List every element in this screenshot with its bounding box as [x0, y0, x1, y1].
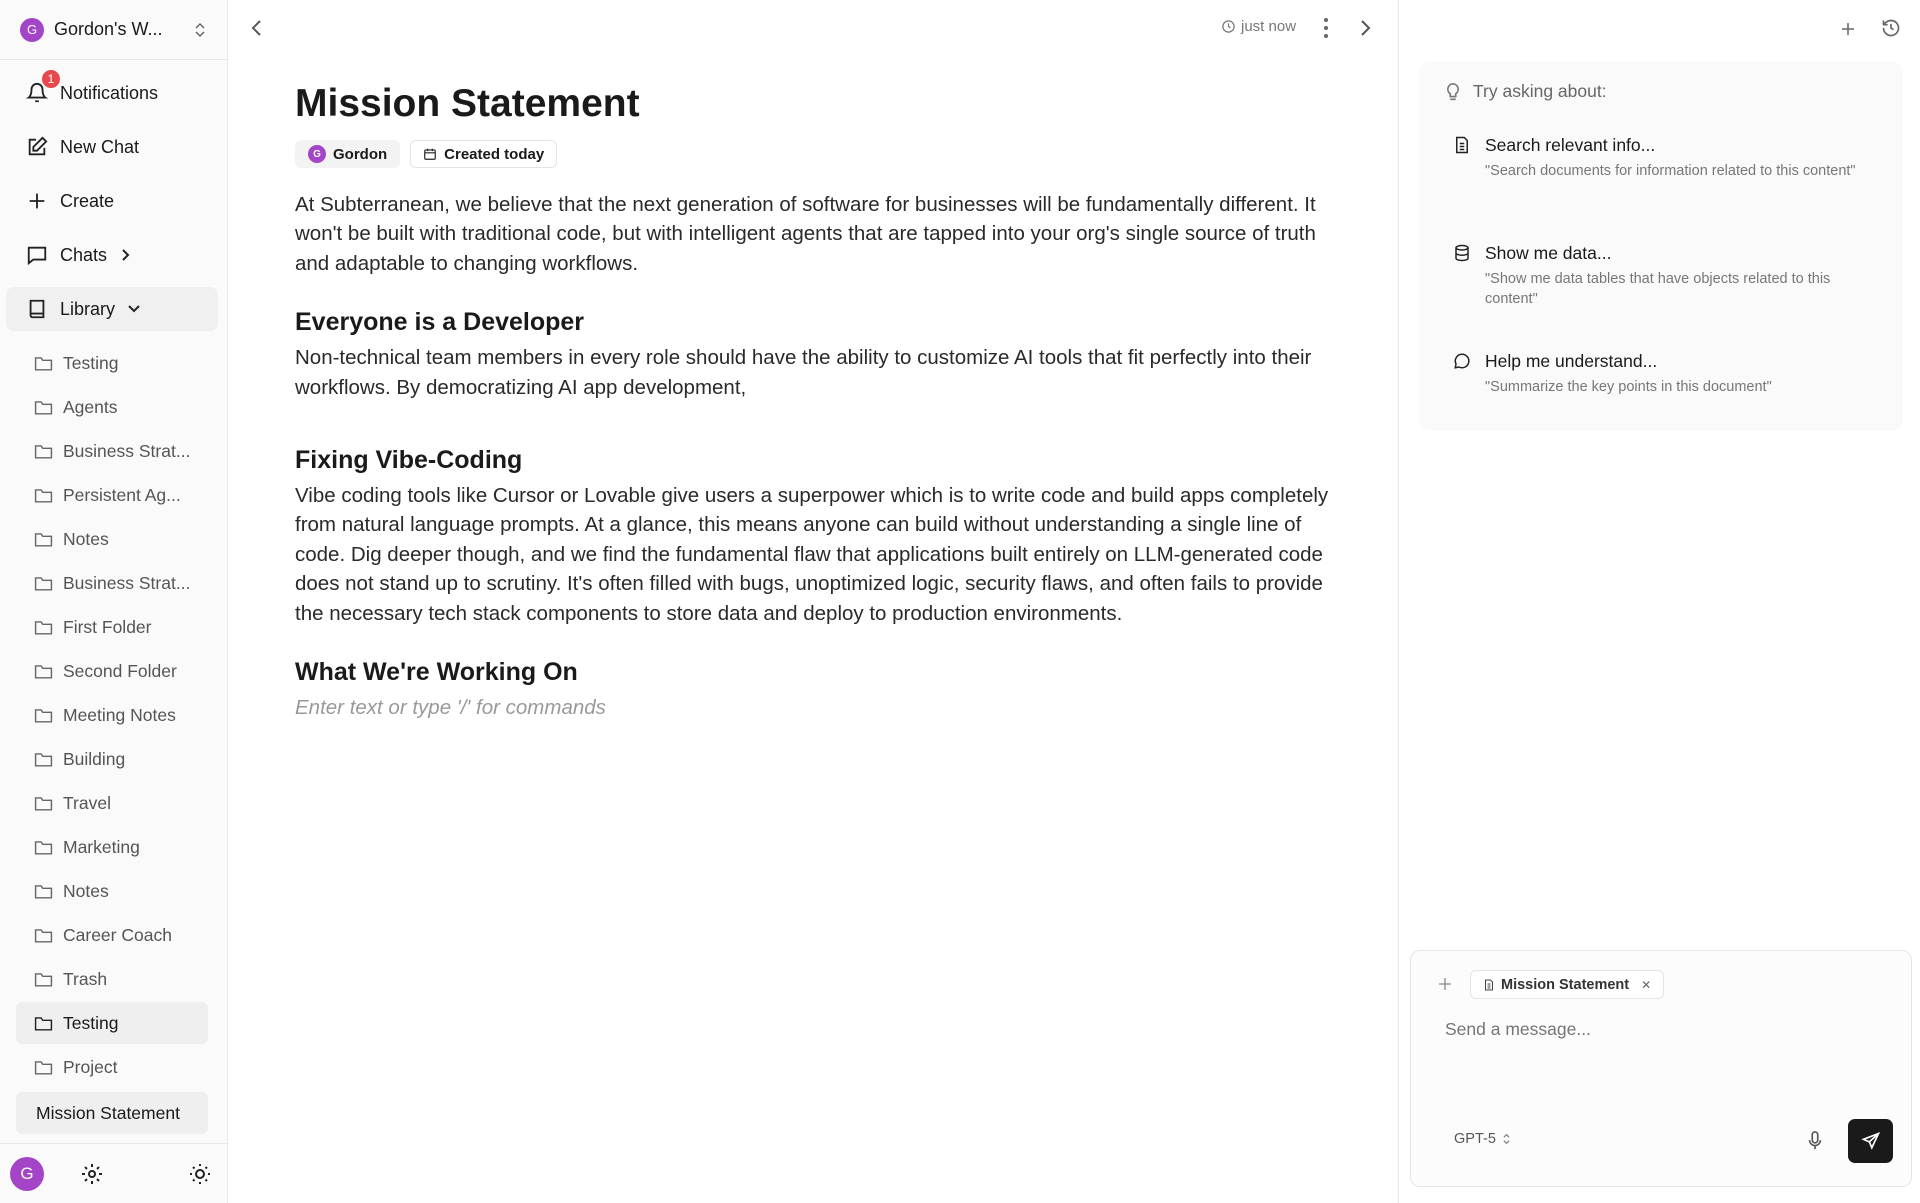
folder-icon	[34, 663, 53, 680]
editor-placeholder[interactable]: Enter text or type '/' for commands	[295, 696, 606, 720]
sidebar-item-create[interactable]	[6, 179, 218, 223]
library-folder[interactable]	[16, 430, 208, 472]
suggestion-prompt: "Summarize the key points in this document"	[1485, 379, 1772, 395]
sidebar-item-library[interactable]	[6, 287, 218, 331]
chat-composer	[1410, 950, 1912, 1187]
add-context-icon[interactable]	[1437, 976, 1453, 992]
folder-label: Business Strat...	[63, 572, 191, 593]
lightbulb-icon	[1445, 82, 1461, 102]
folder-label: Testing	[63, 352, 119, 373]
library-folder[interactable]	[16, 474, 208, 516]
library-folder[interactable]	[16, 386, 208, 428]
library-folder[interactable]	[16, 342, 208, 384]
library-folder[interactable]	[16, 914, 208, 956]
suggestion-title: Search relevant info...	[1485, 135, 1656, 155]
microphone-icon[interactable]	[1807, 1131, 1823, 1151]
library-doc-mission-statement[interactable]	[16, 1092, 208, 1134]
folder-icon	[34, 619, 53, 636]
save-status	[1221, 18, 1296, 35]
library-folder[interactable]	[16, 518, 208, 560]
sidebar-item-new-chat[interactable]	[6, 125, 218, 169]
suggestion-prompt: "Search documents for information related to this content"	[1485, 163, 1856, 179]
suggestion-data[interactable]	[1453, 243, 1885, 309]
history-icon[interactable]	[1881, 18, 1901, 38]
folder-label: Marketing	[63, 836, 140, 857]
library-folder[interactable]	[16, 738, 208, 780]
gear-icon[interactable]	[80, 1162, 104, 1186]
calendar-icon	[423, 147, 437, 161]
sun-icon[interactable]	[188, 1162, 212, 1186]
database-icon	[1453, 243, 1471, 263]
notification-badge: 1	[42, 70, 60, 88]
folder-icon	[34, 575, 53, 592]
chat-bubble-icon	[26, 244, 48, 266]
created-badge	[410, 140, 557, 168]
model-selector[interactable]	[1454, 1131, 1511, 1147]
edit-icon	[26, 136, 48, 158]
suggestions-panel	[1419, 61, 1903, 431]
library-folder[interactable]	[16, 694, 208, 736]
folder-label: Persistent Ag...	[63, 484, 181, 505]
forward-icon[interactable]	[1358, 18, 1372, 38]
plus-icon	[26, 190, 48, 212]
author-avatar: G	[308, 145, 326, 163]
folder-icon	[34, 751, 53, 768]
remove-context-icon[interactable]: ✕	[1641, 977, 1652, 992]
message-input[interactable]	[1445, 1019, 1875, 1040]
back-icon[interactable]	[250, 18, 264, 38]
suggestion-title: Show me data...	[1485, 243, 1612, 263]
model-name: GPT-5	[1454, 1131, 1496, 1147]
folder-icon	[34, 355, 53, 372]
suggestion-prompt: "Show me data tables that have objects related to this content"	[1485, 271, 1831, 307]
suggestions-heading: Try asking about:	[1473, 81, 1607, 101]
folder-icon	[34, 531, 53, 548]
sidebar-item-notifications[interactable]	[6, 71, 218, 115]
folder-label: Notes	[63, 528, 109, 549]
folder-icon	[34, 839, 53, 856]
plus-icon[interactable]	[1839, 20, 1857, 38]
book-icon	[26, 298, 48, 320]
library-folder[interactable]	[16, 826, 208, 868]
section-heading[interactable]: Everyone is a Developer	[295, 308, 585, 337]
section-paragraph[interactable]: Non-technical team members in every role should have the ability to customize AI tools that fit perfectly into their workflows. By democratizing AI app development,	[295, 346, 1312, 399]
chat-bubble-icon	[1453, 351, 1471, 371]
folder-label: Agents	[63, 396, 118, 417]
folder-icon	[34, 1059, 53, 1076]
library-folder[interactable]	[16, 606, 208, 648]
folder-icon	[34, 1015, 53, 1032]
sidebar-item-label: Library	[60, 298, 116, 319]
document-icon	[1483, 978, 1495, 992]
workspace-name: Gordon's W...	[54, 19, 163, 39]
library-folder[interactable]	[16, 650, 208, 692]
assistant-panel	[1398, 0, 1920, 1203]
library-folder[interactable]	[16, 562, 208, 604]
chevron-up-down-icon	[193, 21, 207, 39]
folder-label: Building	[63, 748, 126, 769]
folder-label: Business Strat...	[63, 440, 191, 461]
context-chip-label: Mission Statement	[1501, 976, 1630, 993]
folder-icon	[34, 707, 53, 724]
folder-label: Trash	[63, 968, 108, 989]
folder-label: Notes	[63, 880, 109, 901]
section-heading[interactable]: Fixing Vibe-Coding	[295, 446, 523, 475]
folder-icon	[34, 883, 53, 900]
page-title[interactable]: Mission Statement	[295, 82, 640, 125]
more-vertical-icon[interactable]	[1323, 17, 1329, 39]
document-editor	[228, 0, 1398, 1203]
folder-icon	[34, 795, 53, 812]
section-paragraph[interactable]: Vibe coding tools like Cursor or Lovable give users a superpower which is to write code and build apps completely from natural language prompts. At a glance, this means anyone can build without understanding a single line of code. Dig deeper though, and we find the fundamental flaw that applications built entirely on LLM-generated code does not stand up to scrutiny. It's often filled with bugs, unoptimized logic, security flaws, and often fails to provide the necessary tech stack components to store data and deploy to production environments.	[295, 484, 1329, 625]
sidebar-item-label: Create	[60, 190, 115, 211]
folder-label: Testing	[63, 1012, 119, 1033]
sidebar	[0, 0, 228, 1203]
workspace-avatar: G	[20, 18, 44, 42]
doc-label: Mission Statement	[36, 1102, 180, 1123]
author-badge[interactable]	[295, 140, 400, 168]
folder-icon	[34, 487, 53, 504]
folder-label: Meeting Notes	[63, 704, 176, 725]
sidebar-item-label: Chats	[60, 244, 108, 265]
chevron-up-down-icon	[1502, 1132, 1511, 1146]
library-folder[interactable]	[16, 958, 208, 1000]
context-chip[interactable]	[1470, 970, 1664, 999]
sidebar-item-label: New Chat	[60, 136, 140, 157]
folder-icon	[34, 971, 53, 988]
document-icon	[1453, 135, 1471, 155]
send-button[interactable]	[1848, 1119, 1893, 1163]
send-icon	[1861, 1131, 1881, 1151]
suggestion-title: Help me understand...	[1485, 351, 1658, 371]
folder-label: Project	[63, 1056, 118, 1077]
chevron-right-icon	[119, 248, 131, 262]
library-folder[interactable]	[16, 1002, 208, 1044]
section-heading[interactable]: What We're Working On	[295, 658, 578, 687]
library-folder[interactable]	[16, 870, 208, 912]
workspace-switcher[interactable]	[0, 0, 227, 60]
suggestion-search[interactable]	[1453, 135, 1885, 182]
library-folder[interactable]	[16, 1046, 208, 1088]
user-avatar[interactable]: G	[10, 1157, 44, 1191]
folder-label: Travel	[63, 792, 111, 813]
folder-label: Second Folder	[63, 660, 177, 681]
created-date: Created today	[444, 145, 545, 163]
save-time: just now	[1241, 18, 1297, 35]
intro-paragraph[interactable]: At Subterranean, we believe that the next generation of software for businesses will be fundamentally different. It won't be built with traditional code, but with intelligent agents that are tapped into your org's single source of truth and adaptable to changing workflows.	[295, 193, 1316, 275]
clock-icon	[1221, 19, 1236, 34]
folder-icon	[34, 443, 53, 460]
folder-icon	[34, 399, 53, 416]
folder-icon	[34, 927, 53, 944]
suggestion-understand[interactable]	[1453, 351, 1885, 398]
folder-label: Career Coach	[63, 924, 172, 945]
author-name: Gordon	[333, 145, 388, 163]
sidebar-item-chats[interactable]	[6, 233, 218, 277]
folder-label: First Folder	[63, 616, 152, 637]
sidebar-item-label: Notifications	[60, 82, 159, 103]
sidebar-footer	[0, 1143, 228, 1203]
chevron-down-icon	[127, 303, 141, 315]
library-folder[interactable]	[16, 782, 208, 824]
